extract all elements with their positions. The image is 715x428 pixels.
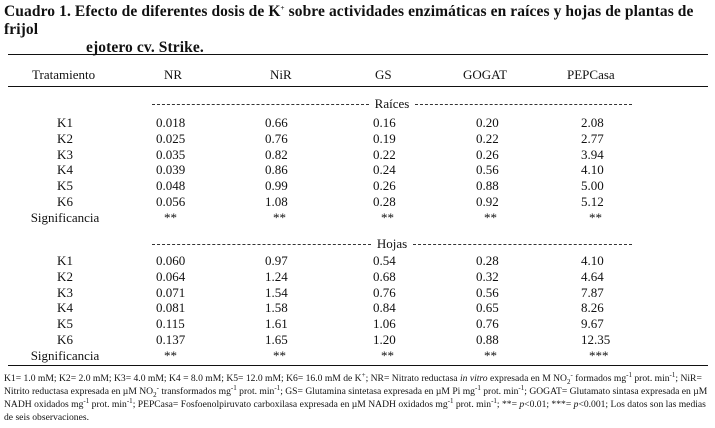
row-label: K3 [57, 146, 73, 162]
table-row [0, 332, 715, 347]
row-label: K2 [57, 268, 73, 284]
table-cell: 0.039 [156, 162, 186, 178]
footnote-sup: -1 [447, 396, 454, 405]
table-row [0, 285, 715, 300]
footnote-part: K1= 1.0 mM; K2= 2.0 mM; K3= 4.0 mM; K4 = 8.0 mM; K5= 12.0 mM; K6= 16.0 mM de K [4, 373, 362, 384]
table-cell: 0.68 [373, 268, 396, 284]
table-cell: 2.08 [581, 115, 604, 130]
table-cell: 1.24 [265, 268, 288, 284]
table-cell: 0.56 [476, 284, 499, 300]
footnote-sup: -1 [274, 383, 281, 392]
table-row [0, 115, 715, 130]
table-row [0, 269, 715, 284]
footnote-part: ; GOGAT= Glutamato sintasa expresada en µM NADH oxidados mg [4, 386, 708, 410]
row-label: K4 [57, 162, 73, 178]
table-cell: 5.12 [581, 194, 604, 209]
row-label: K4 [57, 300, 73, 316]
footnote-part: formados mg [572, 373, 627, 384]
table-cell: 4.64 [581, 268, 604, 284]
section-title: Hojas [376, 236, 408, 251]
table-cell: ** [164, 209, 177, 225]
table-cell: 0.76 [265, 130, 288, 146]
table-row [0, 194, 715, 209]
footnote-part: transformados mg [158, 386, 231, 397]
table-cell: ** [589, 209, 602, 225]
table-cell: ** [381, 209, 394, 225]
table-cell: 9.67 [581, 316, 604, 332]
header-nr: NR [164, 67, 183, 82]
table-cell: 0.16 [373, 115, 396, 130]
table-cell: 3.94 [581, 146, 604, 162]
table-cell: 0.22 [476, 130, 499, 146]
row-label: Significancia [30, 209, 100, 225]
footnote-sup: + [361, 370, 366, 379]
footnote-sup: -1 [230, 383, 237, 392]
caption-text-b: sobre actividades enzimáticas en raíces y hojas de plantas de frijol [4, 3, 694, 38]
footnote-sub: 2 [153, 390, 157, 399]
table-cell: 0.99 [265, 178, 288, 194]
table-cell: 0.056 [156, 194, 186, 209]
footnote-part: prot. min [631, 373, 670, 384]
table-row [0, 178, 715, 193]
table-cell: 1.58 [265, 300, 288, 316]
footnote-part: prot. min [89, 399, 127, 410]
table-cell: 0.84 [373, 300, 396, 316]
table-cell: 0.82 [265, 146, 288, 162]
table-cell: 0.88 [476, 332, 499, 347]
table-cell: 1.06 [373, 316, 396, 332]
header-nir: NiR [270, 67, 292, 82]
row-label: K1 [57, 115, 73, 130]
footnote-sup: -1 [491, 396, 497, 405]
table-cell: 1.65 [265, 332, 288, 347]
row-label: K5 [57, 178, 73, 194]
footnote-part: prot. min [236, 386, 275, 397]
table-cell: 0.064 [156, 268, 186, 284]
table-cell: 0.97 [265, 253, 288, 268]
row-label: K2 [57, 130, 73, 146]
table-cell: 1.54 [265, 284, 288, 300]
table-cell: 1.61 [265, 316, 288, 332]
footnote-part: ; GS= Glutamina sintetasa expresada en µM Pi mg [280, 386, 475, 397]
footnote-sup: - [570, 370, 573, 379]
caption-label: Cuadro 1. [4, 3, 71, 20]
footnote [4, 372, 712, 424]
section-dash [415, 104, 632, 105]
table-cell: 0.26 [373, 178, 396, 194]
table-cell: 0.137 [156, 332, 186, 347]
table-cell: *** [589, 347, 609, 363]
footnote-sup: -1 [518, 383, 525, 392]
table-cell: 0.081 [156, 300, 186, 316]
table-cell: 0.32 [476, 268, 499, 284]
table-cell: 0.76 [476, 316, 499, 332]
table-cell: 0.115 [156, 316, 185, 332]
table-row [0, 147, 715, 162]
header-pepcasa: PEPCasa [567, 67, 615, 82]
table-cell: ** [273, 347, 286, 363]
table-row [0, 316, 715, 331]
footnote-part: <0.01; ***= [524, 399, 574, 410]
footnote-sup: -1 [126, 396, 133, 405]
table-cell: 0.54 [373, 253, 396, 268]
footnote-italic: in vitro [459, 373, 488, 384]
row-label: K3 [57, 284, 73, 300]
table-cell: 0.018 [156, 115, 186, 130]
table-row [0, 253, 715, 268]
table-cell: 7.87 [581, 284, 604, 300]
table-cell: 4.10 [581, 162, 604, 178]
table-cell: ** [164, 347, 177, 363]
row-label: K6 [57, 194, 73, 209]
footnote-part: prot. min [453, 399, 492, 410]
table-cell: 1.08 [265, 194, 288, 209]
table-cell: 0.071 [156, 284, 186, 300]
header-tratamiento: Tratamiento [32, 67, 96, 82]
table-cell: 0.19 [373, 130, 396, 146]
caption-sup: + [280, 3, 285, 12]
table-cell: 0.92 [476, 194, 499, 209]
footnote-sup: -1 [626, 370, 632, 379]
table-row [0, 131, 715, 146]
table-row [0, 210, 715, 225]
section-title: Raíces [374, 96, 410, 111]
row-label: Significancia [30, 347, 100, 363]
table-cell: 0.060 [156, 253, 186, 268]
table-cell: 0.76 [373, 284, 396, 300]
row-label: K5 [57, 316, 73, 332]
table-cell: 0.28 [373, 194, 396, 209]
table-cell: ** [484, 347, 497, 363]
table-cell: 2.77 [581, 130, 604, 146]
table-cell: 0.22 [373, 146, 396, 162]
footnote-part: ; NR= Nitrato reductasa [365, 373, 460, 384]
table-cell: 0.035 [156, 146, 186, 162]
row-label: K1 [57, 253, 73, 268]
table-cell: ** [381, 347, 394, 363]
section-divider-1 [152, 237, 632, 251]
table-cell: 0.28 [476, 253, 499, 268]
table-cell: 0.65 [476, 300, 499, 316]
table-cell: ** [484, 209, 497, 225]
table-cell: 0.025 [156, 130, 186, 146]
footnote-italic: p [573, 399, 579, 410]
table-cell: 4.10 [581, 253, 604, 268]
table-cell: 0.86 [265, 162, 288, 178]
table-row [0, 162, 715, 177]
table-cell: 0.20 [476, 115, 499, 130]
footnote-italic: p [519, 399, 525, 410]
section-dash [152, 104, 369, 105]
table-cell: 12.35 [581, 332, 611, 347]
footnote-part: <0.001; Los datos son las medias de seis observaciones. [4, 399, 706, 423]
row-label: K6 [57, 332, 73, 347]
table-cell: ** [273, 209, 286, 225]
footnote-part: expresada en M NO [487, 373, 567, 384]
header-gogat: GOGAT [463, 67, 508, 82]
table-cell: 0.26 [476, 146, 499, 162]
section-dash [152, 244, 371, 245]
table-cell: 0.56 [476, 162, 499, 178]
table-row [0, 300, 715, 315]
table-cell: 8.26 [581, 300, 604, 316]
footnote-sup: -1 [83, 396, 90, 405]
footnote-part: ; PEPCasa= Fosfoenolpiruvato carboxilasa expresada en µM NADH oxidados mg [132, 399, 448, 410]
footnote-sup: -1 [474, 383, 481, 392]
table-cell: 0.66 [265, 115, 288, 130]
footnote-sub: 2 [566, 377, 571, 386]
section-dash [413, 244, 632, 245]
section-divider-0 [152, 97, 632, 111]
caption-text-a: Efecto de diferentes dosis de K [74, 3, 281, 20]
caption-text-line2: ejotero cv. Strike. [86, 39, 204, 56]
footnote-part: prot. min [480, 386, 519, 397]
table-cell: 0.048 [156, 178, 186, 194]
footnote-part: ; NiR= Nitrito reductasa expresada en µM NO [4, 373, 702, 397]
header-gs: GS [375, 67, 392, 82]
table-cell: 1.20 [373, 332, 396, 347]
table-row [0, 348, 715, 363]
footnote-sup: - [156, 383, 159, 392]
table-cell: 5.00 [581, 178, 604, 194]
table-cell: 0.88 [476, 178, 499, 194]
footnote-sup: -1 [669, 370, 676, 379]
footnote-part: ; **= [496, 399, 520, 410]
table-cell: 0.24 [373, 162, 396, 178]
